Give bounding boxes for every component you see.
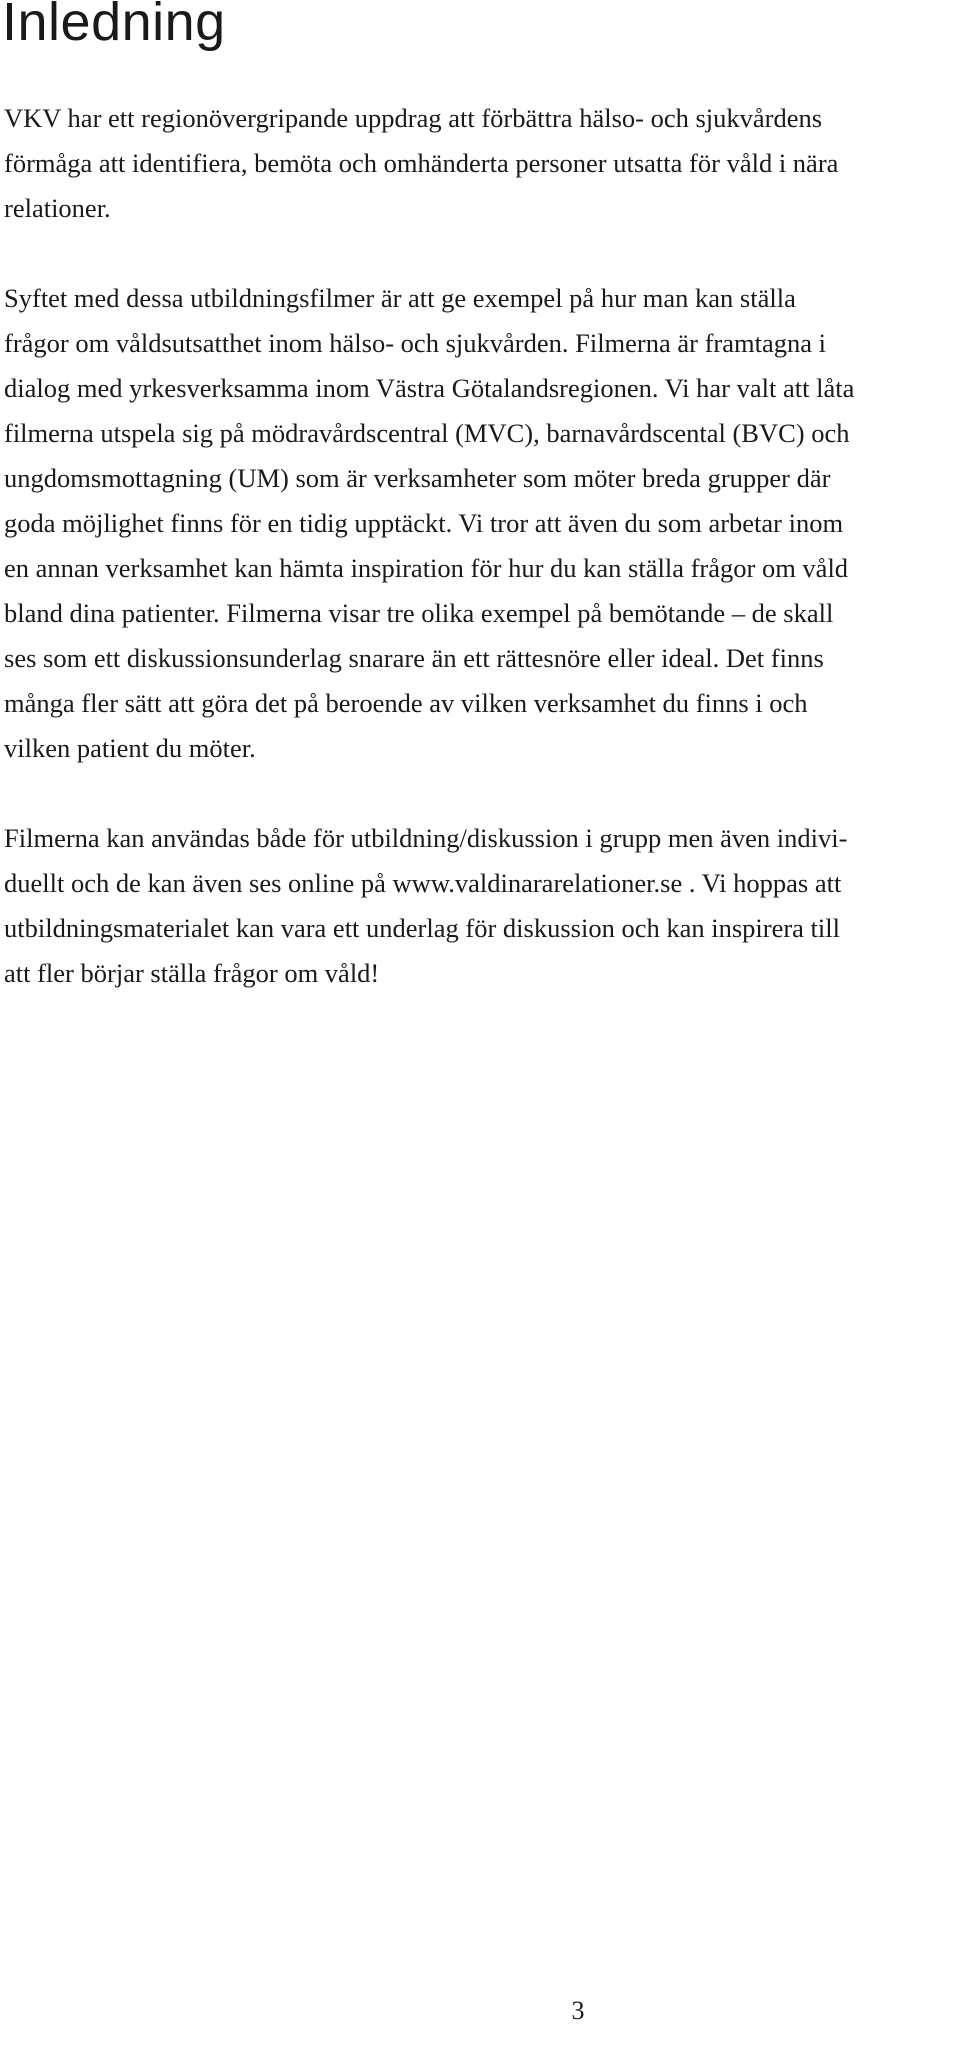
- page-title: Inledning: [2, 0, 226, 52]
- text-line: dialog med yrkesverksamma inom Västra Götalandsregionen. Vi har valt att låta: [4, 373, 855, 403]
- text-line: Filmerna kan användas både för utbildning/diskussion i grupp men även indivi-: [4, 823, 848, 853]
- text-line: förmåga att identifiera, bemöta och omhänderta personer utsatta för våld i nära: [4, 148, 839, 178]
- text-line: ses som ett diskussionsunderlag snarare än ett rättesnöre eller ideal. Det finns: [4, 643, 824, 673]
- text-line: Syftet med dessa utbildningsfilmer är att ge exempel på hur man kan ställa: [4, 283, 796, 313]
- text-line: utbildningsmaterialet kan vara ett underlag för diskussion och kan inspirera till: [4, 913, 841, 943]
- text-line: en annan verksamhet kan hämta inspiration för hur du kan ställa frågor om våld: [4, 553, 849, 583]
- text-line: frågor om våldsutsatthet inom hälso- och sjukvården. Filmerna är framtagna i: [4, 328, 827, 358]
- paragraph-intro: [4, 96, 944, 231]
- text-line: filmerna utspela sig på mödravårdscentral (MVC), barnavårdscental (BVC) och: [4, 418, 850, 448]
- text-line: relationer.: [4, 193, 111, 223]
- page-number: 3: [571, 1996, 585, 2025]
- paragraph-purpose: [4, 276, 944, 771]
- paragraph-usage: [4, 816, 944, 996]
- text-line: bland dina patienter. Filmerna visar tre olika exempel på bemötande – de skall: [4, 598, 834, 628]
- body-text: [4, 96, 944, 1041]
- text-line: vilken patient du möter.: [4, 733, 256, 763]
- text-line: VKV har ett regionövergripande uppdrag att förbättra hälso- och sjukvårdens: [4, 103, 823, 133]
- text-line: goda möjlighet finns för en tidig upptäckt. Vi tror att även du som arbetar inom: [4, 508, 844, 538]
- text-line: ungdomsmottagning (UM) som är verksamheter som möter breda grupper där: [4, 463, 831, 493]
- text-line: att fler börjar ställa frågor om våld!: [4, 958, 380, 988]
- text-line: duellt och de kan även ses online på www.valdinararelationer.se . Vi hoppas att: [4, 868, 842, 898]
- text-line: många fler sätt att göra det på beroende av vilken verksamhet du finns i och: [4, 688, 808, 718]
